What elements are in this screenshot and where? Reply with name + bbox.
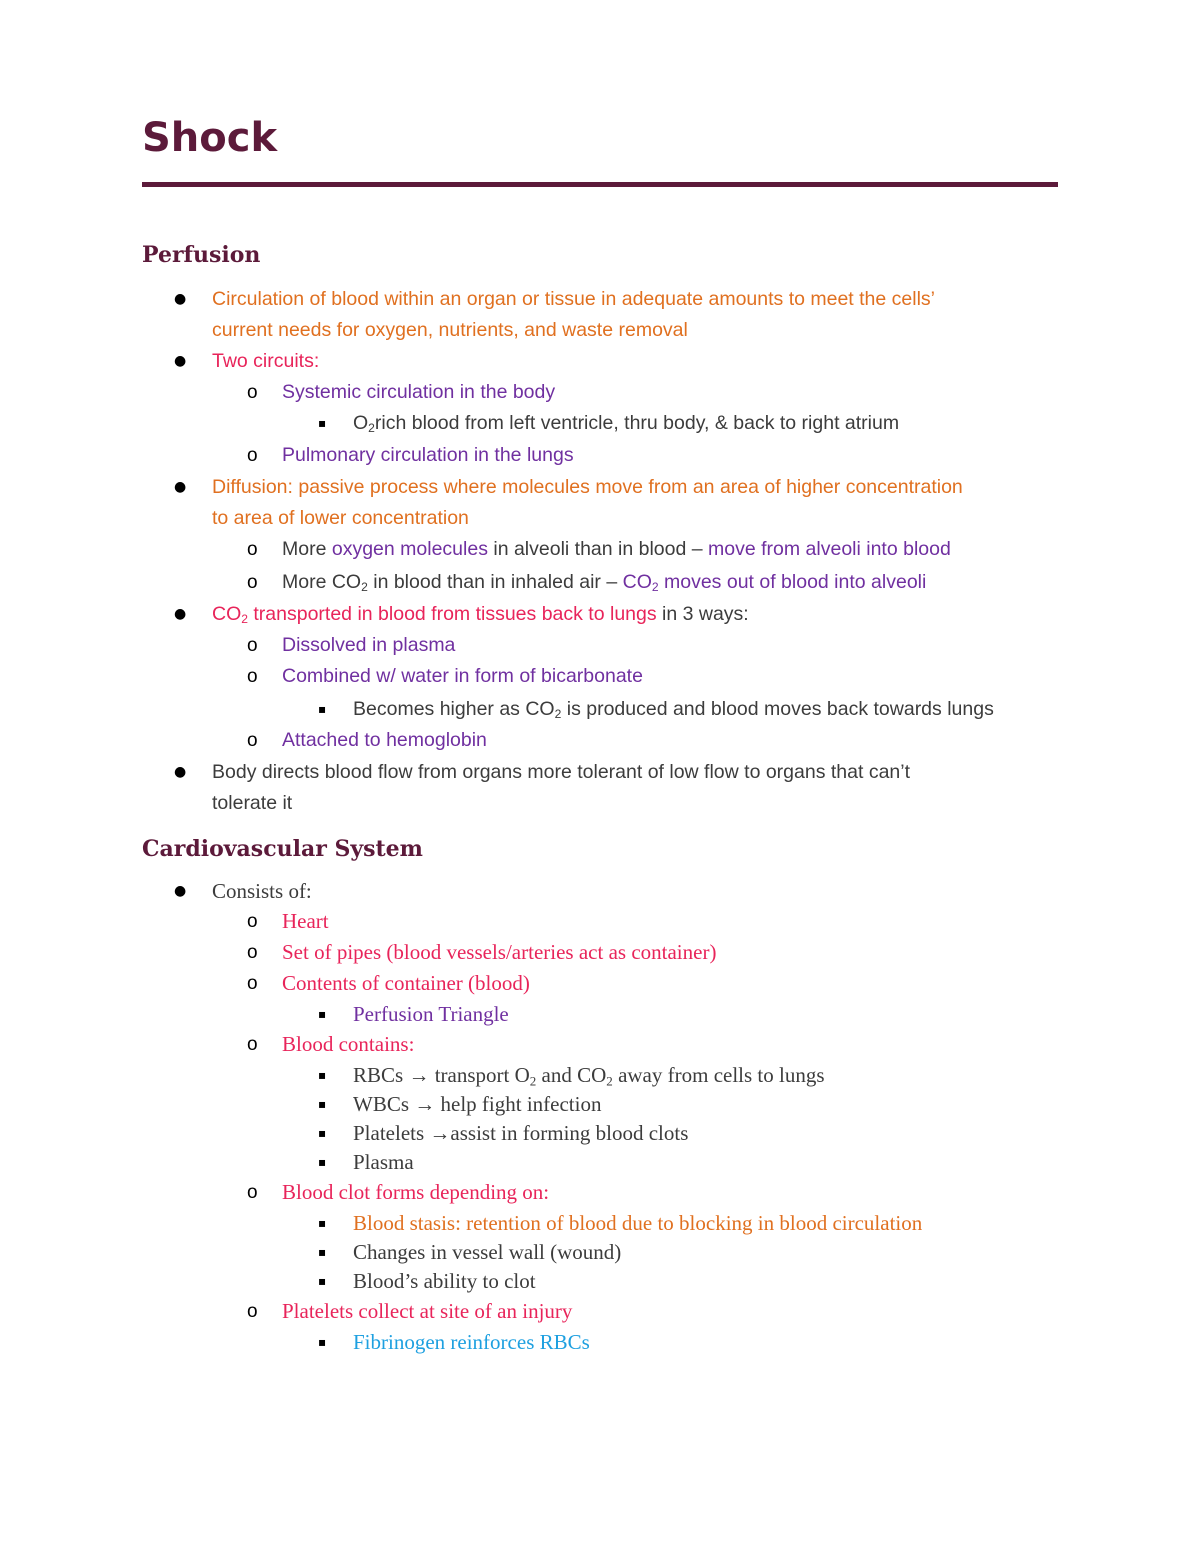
section-heading-perfusion: Perfusion	[142, 242, 261, 268]
bullet-level3: ▪	[318, 1155, 327, 1169]
list-item-continuation: to area of lower concentration	[212, 507, 469, 529]
list-item: o More $CO_2$ in blood than in inhaled air – $CO_2$ moves out of blood into alveoli	[0, 567, 1200, 598]
bullet-level1: ●	[174, 479, 187, 495]
list-item: ● Diffusion: passive process where molecules move from an area of higher concentration	[0, 472, 1200, 503]
list-item: o Attached to hemoglobin	[0, 725, 1200, 756]
list-item: o More oxygen molecules in alveoli than in blood – move from alveoli into blood	[0, 534, 1200, 565]
list-item: ● Consists of:	[0, 876, 1200, 907]
list-item: ▪ Changes in vessel wall (wound)	[0, 1237, 1200, 1268]
list-item: ● Circulation of blood within an organ or tissue in adequate amounts to meet the cells’	[0, 284, 1200, 315]
list-item: ● Two circuits:	[0, 346, 1200, 377]
bullet-level1: ●	[174, 883, 187, 899]
bullet-level2: o	[247, 666, 258, 687]
list-item: o Dissolved in plasma	[0, 630, 1200, 661]
bullet-level1: ●	[174, 291, 187, 307]
list-item: ● Body directs blood flow from organs more tolerant of low flow to organs that can’t	[0, 757, 1200, 788]
bullet-level2: o	[247, 1301, 258, 1322]
bullet-level3: ▪	[318, 1007, 327, 1021]
list-item: o Heart	[0, 906, 1200, 937]
bullet-level3: ▪	[318, 1274, 327, 1288]
bullet-level3: ▪	[318, 1335, 327, 1349]
bullet-level2: o	[247, 911, 258, 932]
bullet-level2: o	[247, 572, 258, 593]
list-item: ● $CO_2$ transported in blood from tissues back to lungs in 3 ways:	[0, 599, 1200, 630]
list-item: o Pulmonary circulation in the lungs	[0, 440, 1200, 471]
list-item: ▪ Blood’s ability to clot	[0, 1266, 1200, 1297]
list-item: o Blood contains:	[0, 1029, 1200, 1060]
bullet-level3: ▪	[318, 1216, 327, 1230]
list-item: ▪ RBCs → transport $O_2$ and $CO_2$ away from cells to lungs	[0, 1060, 1200, 1091]
bullet-level2: o	[247, 1182, 258, 1203]
bullet-level1: ●	[174, 764, 187, 780]
list-item: o Platelets collect at site of an injury	[0, 1296, 1200, 1327]
bullet-level3: ▪	[318, 702, 327, 716]
list-item: ▪ $O_2rich$ blood from left ventricle, thru body, & back to right atrium	[0, 408, 1200, 439]
list-item: o Contents of container (blood)	[0, 968, 1200, 999]
bullet-level3: ▪	[318, 1245, 327, 1259]
bullet-level1: ●	[174, 606, 187, 622]
bullet-level2: o	[247, 973, 258, 994]
list-item: ▪ Fibrinogen reinforces RBCs	[0, 1327, 1200, 1358]
page-title: Shock	[142, 115, 278, 161]
section-heading-cardiovascular: Cardiovascular System	[142, 836, 423, 862]
bullet-level3: ▪	[318, 416, 327, 430]
arrow-right-icon: →	[429, 1121, 451, 1145]
list-item: ▪ WBCs → help fight infection	[0, 1089, 1200, 1120]
arrow-right-icon: →	[414, 1092, 436, 1116]
list-item: o Blood clot forms depending on:	[0, 1177, 1200, 1208]
bullet-level2: o	[247, 942, 258, 963]
arrow-right-icon: →	[408, 1063, 430, 1087]
bullet-level3: ▪	[318, 1097, 327, 1111]
bullet-level2: o	[247, 635, 258, 656]
bullet-level3: ▪	[318, 1126, 327, 1140]
bullet-level3: ▪	[318, 1068, 327, 1082]
list-item: ▪ Perfusion Triangle	[0, 999, 1200, 1030]
list-item: o Systemic circulation in the body	[0, 377, 1200, 408]
list-item: o Combined w/ water in form of bicarbonate	[0, 661, 1200, 692]
list-item: ▪ Becomes higher as $CO_2$ is produced and blood moves back towards lungs	[0, 694, 1200, 725]
bullet-level2: o	[247, 445, 258, 466]
bullet-level2: o	[247, 730, 258, 751]
list-item-continuation: current needs for oxygen, nutrients, and waste removal	[212, 319, 688, 341]
bullet-level2: o	[247, 539, 258, 560]
bullet-level1: ●	[174, 353, 187, 369]
list-item-continuation: tolerate it	[212, 792, 293, 814]
list-item: o Set of pipes (blood vessels/arteries act as container)	[0, 937, 1200, 968]
title-rule	[142, 182, 1058, 187]
bullet-level2: o	[247, 382, 258, 403]
list-item: ▪ Blood stasis: retention of blood due to blocking in blood circulation	[0, 1208, 1200, 1239]
list-item: ▪ Plasma	[0, 1147, 1200, 1178]
bullet-level2: o	[247, 1034, 258, 1055]
list-item: ▪ Platelets →assist in forming blood clots	[0, 1118, 1200, 1149]
